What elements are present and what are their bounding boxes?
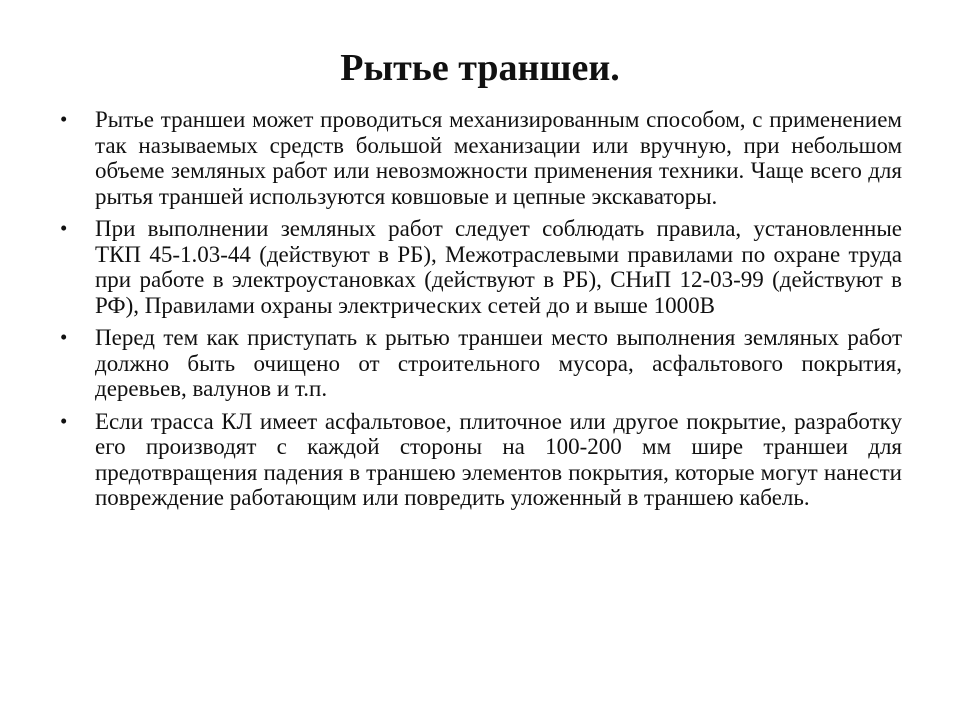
bullet-text-2: При выполнении земляных работ следует соблюдать правила, установленные ТКП 45-1.03-44 (действуют в РБ), Межотраслевыми правилами по охране труда при работе в электроустановках (действуют в РБ), СНиП 12-03-99 (действуют в РФ), Правилами охраны электрических сетей до и выше 1000В [95,216,902,318]
slide-title: Рытье траншеи. [340,47,620,89]
bullet-text-3: Перед тем как приступать к рытью траншеи место выполнения земляных работ должно быть очищено от строительного мусора, асфальтового покрытия, деревьев, валунов и т.п. [95,325,902,401]
bullet-dot-icon: • [60,107,68,131]
bullet-list [60,107,902,518]
bullet-item-1 [60,107,902,209]
bullet-dot-icon: • [60,408,68,433]
bullet-item-3 [60,325,902,402]
bullet-dot-icon: • [60,216,68,240]
bullet-dot-icon: • [60,325,68,349]
bullet-text-4: Если трасса КЛ имеет асфальтовое, плиточное или другое покрытие, разработку его производят с каждой стороны на 100-200 мм шире траншеи для предотвращения падения в траншею элементов покрытия, которые могут нанести повреждение работающим или повредить уложенный в траншею кабель. [95,408,902,510]
bullet-item-2 [60,216,902,318]
bullet-text-1: Рытье траншеи может проводиться механизированным способом, с применением так называемых средств большой механизации или вручную, при небольшом объеме земляных работ или невозможности применения техники. Чаще всего для рытья траншей используются ковшовые и цепные экскаваторы. [95,107,902,209]
bullet-item-4 [60,409,902,511]
